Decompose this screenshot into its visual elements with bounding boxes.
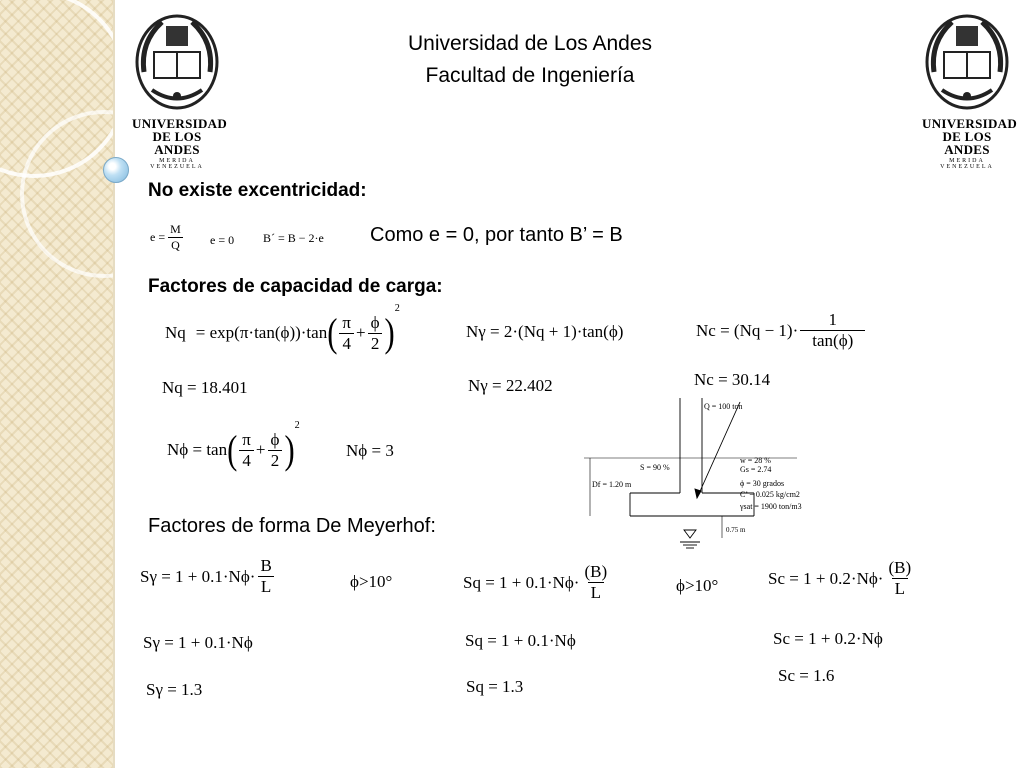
logo-name-line2: DE LOS ANDES — [152, 129, 202, 157]
university-logo-right — [922, 12, 1018, 170]
fraction-b-l — [257, 556, 274, 597]
nq-mid: = exp(π·tan(ϕ))·tan — [195, 323, 328, 342]
frac-num: π — [242, 429, 251, 449]
frac-den: 2 — [268, 450, 283, 471]
cond-sq: ϕ>10° — [676, 576, 719, 595]
diagram-df-label: Df = 1.20 m — [592, 480, 632, 489]
fraction-phi-2 — [368, 313, 383, 354]
frac-den: 4 — [239, 450, 254, 471]
diagram-gs-label: Gs = 2.74 — [740, 465, 772, 474]
frac-den: 2 — [368, 333, 383, 354]
sq-lhs: Sq = 1 + 0.1·Nϕ· — [463, 572, 580, 592]
diagram-c-label: C’ = 0.025 kg/cm2 — [740, 490, 800, 499]
fraction-b-l — [581, 562, 610, 603]
sc-lhs: Sc = 1 + 0.2·Nϕ· — [768, 568, 884, 588]
diagram-depth-label: 0.75 m — [726, 526, 746, 534]
diagram-gsat-label: γsat = 1900 ton/m3 — [740, 502, 802, 511]
paren-close: ) — [384, 310, 395, 355]
eq-b-prime: B´ = B − 2·e — [263, 231, 324, 245]
frac-num: π — [342, 312, 351, 332]
fraction-phi-2 — [267, 430, 282, 471]
logo-subtitle: MERIDA VENEZUELA — [150, 158, 204, 170]
frac-num: B — [260, 556, 272, 575]
diagram-phi-label: ϕ = 30 grados — [740, 479, 785, 488]
exponent: 2 — [394, 303, 400, 314]
frac-den: Q — [168, 237, 183, 253]
eq-ngamma: Nγ = 2·(Nq + 1)·tan(ϕ) — [466, 322, 624, 341]
eq-e-lhs: e = — [150, 230, 166, 244]
exponent: 2 — [294, 420, 300, 431]
fraction-1-tan — [800, 310, 865, 351]
frac-num: ϕ — [270, 429, 280, 449]
decorative-bead — [103, 157, 129, 183]
simpl-sc: Sc = 1 + 0.2·Nϕ — [773, 629, 883, 648]
heading-shape-factors: Factores de forma De Meyerhof: — [148, 515, 436, 537]
simpl-sgamma: Sγ = 1 + 0.1·Nϕ — [143, 633, 253, 652]
fraction-m-q — [167, 222, 184, 253]
frac-den: tan(ϕ) — [800, 330, 865, 351]
eq-nc — [696, 310, 867, 351]
eq-sgamma — [140, 556, 277, 597]
university-logo-left — [132, 12, 228, 170]
result-nc: Nc = 30.14 — [694, 370, 771, 389]
heading-bearing-factors: Factores de capacidad de carga: — [148, 276, 443, 297]
eq-eccentricity — [150, 222, 186, 253]
nq-lhs: Nq — [165, 323, 186, 342]
eq-e-zero: e = 0 — [210, 233, 235, 247]
header-faculty: Facultad de Ingeniería — [425, 64, 635, 87]
statement-b-equals: Como e = 0, por tanto B’ = B — [370, 224, 623, 246]
university-seal-icon — [922, 12, 1012, 112]
frac-num: M — [170, 222, 181, 236]
plus-sign: + — [255, 440, 266, 459]
result-nphi: Nϕ = 3 — [346, 441, 394, 460]
frac-num: (B) — [584, 562, 608, 581]
fraction-pi-4 — [239, 430, 254, 471]
logo-name-line2: DE LOS ANDES — [942, 129, 992, 157]
side-divider — [113, 0, 115, 768]
eq-sq — [463, 562, 612, 603]
result-sq: Sq = 1.3 — [466, 677, 524, 696]
eq-nq — [165, 303, 400, 363]
diagram-w-label: w = 28 % — [740, 456, 771, 465]
diagram-s-label: S = 90 % — [640, 463, 670, 472]
result-sgamma: Sγ = 1.3 — [146, 680, 203, 699]
frac-num: ϕ — [370, 312, 380, 332]
result-sc: Sc = 1.6 — [778, 666, 835, 685]
result-nq: Nq = 18.401 — [162, 378, 248, 397]
fraction-pi-4 — [339, 313, 354, 354]
frac-den: 4 — [339, 333, 354, 354]
frac-num: 1 — [828, 310, 838, 329]
nphi-lhs: Nϕ = tan — [167, 440, 228, 459]
fraction-b-l — [885, 558, 914, 599]
logo-name-line1: UNIVERSIDAD — [132, 116, 228, 131]
result-ngamma: Nγ = 22.402 — [468, 376, 553, 395]
paren-open: ( — [227, 427, 238, 472]
logo-subtitle: MERIDA VENEZUELA — [940, 158, 994, 170]
simpl-sq: Sq = 1 + 0.1·Nϕ — [465, 631, 576, 650]
paren-close: ) — [284, 427, 295, 472]
logo-name-line1: UNIVERSIDAD — [922, 116, 1018, 131]
diagram-q-label: Q = 100 ton — [704, 402, 743, 411]
frac-den: L — [258, 576, 274, 597]
eq-sc — [768, 558, 916, 599]
plus-sign: + — [356, 323, 366, 342]
sg-lhs: Sγ = 1 + 0.1·Nϕ· — [140, 566, 256, 586]
frac-den: L — [892, 578, 908, 599]
paren-open: ( — [327, 310, 338, 355]
eq-nphi — [167, 420, 300, 480]
cond-sgamma: ϕ>10° — [350, 572, 393, 591]
heading-no-eccentricity: No existe excentricidad: — [148, 180, 367, 201]
header-university: Universidad de Los Andes — [408, 32, 652, 55]
frac-num: (B) — [888, 558, 912, 577]
university-seal-icon — [132, 12, 222, 112]
frac-den: L — [588, 582, 604, 603]
foundation-diagram — [582, 398, 802, 550]
nc-lhs: Nc = (Nq − 1)· — [696, 320, 799, 340]
